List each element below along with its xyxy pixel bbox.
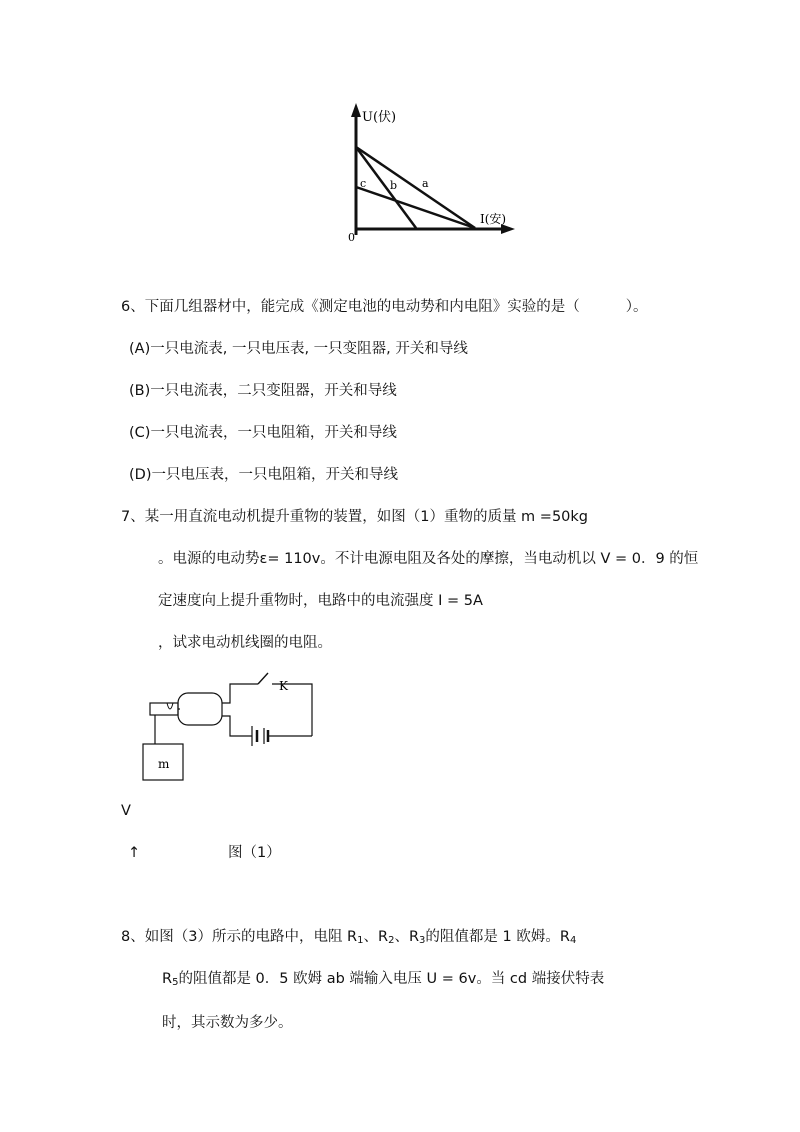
r5-subscript: 5 <box>172 977 179 988</box>
velocity-arrow-icon: ↑ <box>128 845 141 861</box>
pulley-shaft <box>150 703 178 715</box>
motor-body <box>178 693 222 725</box>
line-label-b: b <box>390 179 398 192</box>
q6-option-b: (B)一只电流表，二只变阻器，开关和导线 <box>129 383 397 399</box>
q8-line-3: 时，其示数为多少。 <box>162 1015 293 1031</box>
q7-line-4: ，试求电动机线圈的电阻。 <box>158 635 332 651</box>
r1-subscript: 1 <box>357 935 364 946</box>
q6-stem-end: ）。 <box>625 299 648 315</box>
origin-label: 0 <box>348 231 355 244</box>
q7-line-2: 。电源的电动势ε= 110v。不计电源电阻及各处的摩擦，当电动机以 V = 0．9 的恒 <box>158 551 699 567</box>
y-axis-label: U(伏) <box>362 110 397 125</box>
wire-upper-left <box>222 684 258 703</box>
wire-upper-right <box>272 684 312 736</box>
r4-subscript: 4 <box>569 935 577 946</box>
graph-line-c <box>356 187 475 228</box>
q8-line-2 <box>162 969 604 993</box>
figure-1-caption: 图（1） <box>228 845 281 861</box>
graph-line-a <box>356 147 475 228</box>
q7-line-3: 定速度向上提升重物时，电路中的电流强度 I = 5A <box>158 593 483 609</box>
q8-line-2-part-a: R <box>162 971 173 987</box>
ui-graph-figure <box>340 95 530 245</box>
q6-stem-text: 6、下面几组器材中，能完成《测定电池的电动势和内电阻》实验的是（ <box>121 299 580 315</box>
q6-option-a: (A)一只电流表, 一只电压表, 一只变阻器, 开关和导线 <box>129 341 468 357</box>
mass-label: m <box>158 757 170 771</box>
q6-stem <box>121 297 647 317</box>
q8-line-1-part-a: 8、如图（3）所示的电路中，电阻 R <box>121 929 358 945</box>
velocity-label: V <box>121 803 131 819</box>
rope-coil-icon <box>167 703 173 709</box>
q7-line-1: 7、某一用直流电动机提升重物的装置，如图（1）重物的质量 m =50kg <box>121 509 588 525</box>
motor-circuit-figure <box>140 668 320 784</box>
x-axis-label: I(安) <box>480 212 507 226</box>
q8-sep-2: 、R <box>394 929 420 945</box>
q8-line-2-part-b: 的阻值都是 0．5 欧姆 ab 端输入电压 U = 6v。当 cd 端接伏特表 <box>178 971 605 987</box>
line-label-a: a <box>422 177 429 190</box>
y-axis-arrow-icon <box>351 103 361 117</box>
r3-subscript: 3 <box>419 935 426 946</box>
r2-subscript: 2 <box>388 935 395 946</box>
switch-blade <box>258 673 268 684</box>
q6-option-d: (D)一只电压表，一只电阻箱，开关和导线 <box>129 467 398 483</box>
wire-lower-left <box>222 716 252 736</box>
q6-option-c: (C)一只电流表，一只电阻箱，开关和导线 <box>129 425 397 441</box>
q8-line-1-part-b: 的阻值都是 1 欧姆。R <box>425 929 570 945</box>
q8-line-1 <box>121 927 576 951</box>
line-label-c: c <box>360 177 367 190</box>
switch-label: K <box>279 679 288 693</box>
q8-sep-1: 、R <box>363 929 389 945</box>
